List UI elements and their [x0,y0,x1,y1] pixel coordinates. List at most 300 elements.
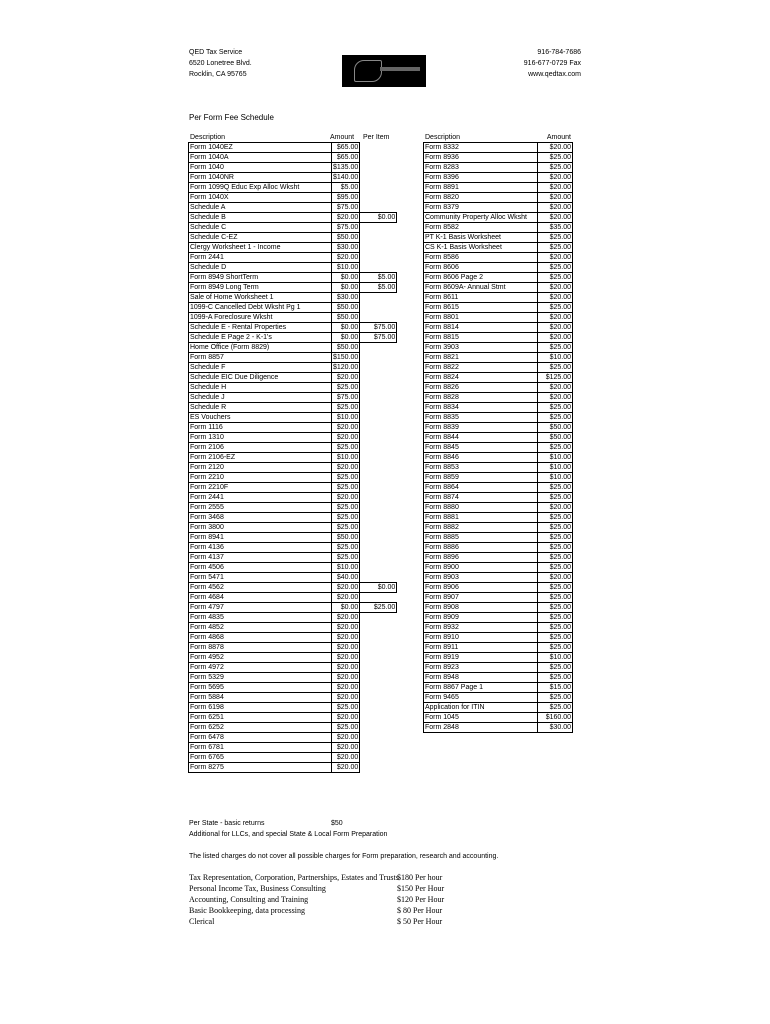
fee-description: Form 1116 [189,423,332,433]
fee-per-item [360,493,397,503]
table-row [424,403,573,413]
table-row [189,373,397,383]
fee-description: Form 8882 [424,523,538,533]
fee-amount: $15.00 [538,683,573,693]
fee-description: Form 4797 [189,603,332,613]
fee-description: Form 4136 [189,543,332,553]
table-row [424,703,573,713]
fee-description: Form 2210 [189,473,332,483]
fee-per-item [360,263,397,273]
table-row [189,553,397,563]
table-row [189,383,397,393]
fee-amount: $25.00 [332,503,360,513]
rate-value: $180 Per hour [397,873,443,882]
table-row [189,433,397,443]
fee-description: Form 8821 [424,353,538,363]
fee-amount: $10.00 [538,473,573,483]
fee-per-item [360,713,397,723]
fee-amount: $135.00 [333,164,359,171]
fax-number: 916-677-0729 Fax [523,60,581,67]
table-row [189,593,397,603]
fee-description: Form 8396 [424,173,538,183]
fee-per-item: $0.00 [360,583,397,593]
fee-per-item [360,573,397,583]
table-row [424,513,573,523]
fee-description: Form 8932 [424,623,538,633]
left-fee-table [188,142,397,773]
table-row [189,663,397,673]
fee-description: Form 8814 [424,323,538,333]
table-row [424,633,573,643]
fee-description: Form 8609A- Annual Stmt [424,283,538,293]
fee-amount: $25.00 [538,563,573,573]
fee-amount: $10.00 [332,413,360,423]
fee-amount: $20.00 [332,673,360,683]
fee-amount: $25.00 [538,693,573,703]
fee-amount: $25.00 [538,543,573,553]
table-row [189,223,397,233]
fee-amount: $50.00 [332,313,360,323]
table-row [424,503,573,513]
fee-description: Form 4852 [189,623,332,633]
fee-per-item [360,293,397,303]
fee-per-item [360,753,397,763]
table-row [189,763,397,773]
fee-description: 1099-A Foreclosure Wksht [189,313,332,323]
fee-per-item [360,483,397,493]
per-state-value: $50 [331,820,343,827]
fee-description: Schedule B [189,213,332,223]
fee-amount: $25.00 [538,483,573,493]
fee-per-item [360,743,397,753]
fee-description: Form 8878 [189,643,332,653]
left-header-amount: Amount [330,134,355,141]
fee-description: PT K-1 Basis Worksheet [424,233,538,243]
fee-description: Form 6251 [189,713,332,723]
table-row [189,463,397,473]
fee-per-item: $5.00 [360,283,397,293]
fee-description: Form 8846 [424,453,538,463]
fee-description: Form 6478 [189,733,332,743]
table-row [189,253,397,263]
fee-description: Form 1040NR [189,173,332,183]
fee-amount: $25.00 [332,513,360,523]
fee-amount: $10.00 [538,463,573,473]
right-header-description: Description [425,134,461,141]
fee-amount: $0.00 [332,603,360,613]
fee-description: Form 8822 [424,363,538,373]
table-row [189,503,397,513]
fee-description: Form 6198 [189,703,332,713]
fee-per-item [360,403,397,413]
fee-amount: $25.00 [332,703,360,713]
fee-per-item [360,533,397,543]
fee-description: Schedule A [189,203,332,213]
table-row [424,273,573,283]
table-row [424,283,573,293]
table-row [189,543,397,553]
fee-amount: $20.00 [332,653,360,663]
fee-description: Form 8839 [424,423,538,433]
fee-amount: $65.00 [332,153,360,163]
fee-amount: $0.00 [332,283,360,293]
fee-description: Form 8379 [424,203,538,213]
table-row [424,143,573,153]
fee-description: Form 8582 [424,223,538,233]
fee-amount: $25.00 [538,613,573,623]
fee-per-item [360,523,397,533]
table-row [424,643,573,653]
fee-amount: $20.00 [332,423,360,433]
table-row [189,243,397,253]
table-row [424,473,573,483]
fee-amount: $75.00 [332,393,360,403]
rate-value: $120 Per Hour [397,895,445,904]
fee-description: Form 8853 [424,463,538,473]
fee-description: Schedule E - Rental Properties [189,323,332,333]
table-row [424,373,573,383]
fee-description: Form 8906 [424,583,538,593]
fee-per-item [360,173,397,183]
table-row [424,293,573,303]
fee-amount: $25.00 [538,443,573,453]
fee-amount: $20.00 [332,213,360,223]
fee-amount: $20.00 [332,613,360,623]
table-row [189,343,397,353]
fee-description: Form 8908 [424,603,538,613]
fee-description: Form 2848 [424,723,538,733]
rate-value: $150 Per Hour [397,884,445,893]
fee-amount: $25.00 [538,583,573,593]
fee-description: Form 5329 [189,673,332,683]
rate-label: Clerical [189,917,215,926]
fee-description: Form 8896 [424,553,538,563]
fee-amount: $0.00 [332,323,360,333]
table-row [424,333,573,343]
fee-description: Community Property Alloc Wksht [424,213,538,223]
fee-description: Sale of Home Worksheet 1 [189,293,332,303]
table-row [189,403,397,413]
fee-per-item [360,763,397,773]
fee-amount: $20.00 [538,193,573,203]
fee-amount: $25.00 [538,273,573,283]
fee-description: Form 8949 Long Term [189,283,332,293]
table-row [424,263,573,273]
fee-amount: $75.00 [332,203,360,213]
fee-description: Form 8881 [424,513,538,523]
fee-amount: $25.00 [538,673,573,683]
table-row [189,283,397,293]
fee-description: Form 8948 [424,673,538,683]
table-row [189,233,397,243]
table-row [189,643,397,653]
fee-amount: $25.00 [538,593,573,603]
table-row [424,613,573,623]
table-row [424,383,573,393]
table-row [424,213,573,223]
fee-description: Form 4972 [189,663,332,673]
fee-description: Form 8801 [424,313,538,323]
fee-per-item: $0.00 [360,213,397,223]
fee-amount: $95.00 [332,193,360,203]
fee-description: Form 8941 [189,533,332,543]
fee-amount: $25.00 [538,603,573,613]
table-row [424,653,573,663]
fee-amount: $25.00 [538,413,573,423]
fee-amount: $20.00 [538,293,573,303]
fee-amount: $20.00 [538,213,573,223]
fee-amount: $25.00 [538,643,573,653]
fee-description: Form 8606 Page 2 [424,273,538,283]
fee-per-item [360,193,397,203]
table-row [189,613,397,623]
fee-per-item [360,163,397,173]
fee-per-item [360,143,397,153]
fee-amount: $120.00 [333,364,359,371]
table-row [424,523,573,533]
fee-description: Form 8864 [424,483,538,493]
fee-amount: $20.00 [332,583,360,593]
fee-amount: $20.00 [332,733,360,743]
table-row [424,423,573,433]
fee-description: Form 8880 [424,503,538,513]
table-row [189,693,397,703]
table-row [189,493,397,503]
table-row [424,453,573,463]
fee-description: Form 8275 [189,763,332,773]
fee-description: Form 2210F [189,483,332,493]
fee-per-item [360,233,397,243]
fee-amount: $50.00 [332,303,360,313]
fee-amount: $50.00 [332,233,360,243]
fee-description: CS K-1 Basis Worksheet [424,243,538,253]
fee-amount: $25.00 [538,233,573,243]
fee-amount: $25.00 [538,663,573,673]
fee-description: Form 8835 [424,413,538,423]
table-row [424,193,573,203]
fee-amount: $30.00 [332,243,360,253]
fee-amount: $25.00 [332,383,360,393]
fee-description: Form 1040EZ [189,143,332,153]
table-row [424,493,573,503]
rate-label: Accounting, Consulting and Training [189,895,309,904]
fee-per-item [360,653,397,663]
fee-amount: $20.00 [538,283,573,293]
fee-description: Form 5695 [189,683,332,693]
fee-per-item [360,613,397,623]
table-row [189,533,397,543]
fee-amount: $50.00 [332,533,360,543]
fee-per-item [360,543,397,553]
table-row [189,263,397,273]
table-row [189,273,397,283]
table-row [189,193,397,203]
table-row [424,173,573,183]
fee-description: Form 8828 [424,393,538,403]
fee-amount: $25.00 [332,443,360,453]
disclaimer: The listed charges do not cover all possible charges for Form preparation, research and accounting. [189,853,499,860]
fee-amount: $10.00 [332,563,360,573]
fee-amount: $25.00 [538,153,573,163]
fee-description: Form 8936 [424,153,538,163]
phone-number: 916-784-7686 [537,49,581,56]
fee-amount: $50.00 [538,423,573,433]
table-row [424,553,573,563]
fee-amount: $30.00 [538,723,573,733]
table-row [189,303,397,313]
fee-amount: $20.00 [538,313,573,323]
fee-description: Form 2555 [189,503,332,513]
table-row [189,703,397,713]
left-header-per-item: Per Item [363,134,390,141]
table-row [424,203,573,213]
fee-description: Form 8859 [424,473,538,483]
fee-description: Form 8903 [424,573,538,583]
fee-description: Schedule C-EZ [189,233,332,243]
fee-description: Form 6252 [189,723,332,733]
table-row [424,433,573,443]
address-line-1: 6520 Lonetree Blvd. [189,60,252,67]
table-row [424,343,573,353]
fee-amount: $25.00 [332,543,360,553]
fee-description: Form 1040A [189,153,332,163]
fee-per-item [360,423,397,433]
fee-description: Form 9465 [424,693,538,703]
table-row [189,323,397,333]
fee-amount: $20.00 [332,743,360,753]
fee-amount: $0.00 [332,273,360,283]
fee-description: Form 8606 [424,263,538,273]
fee-amount: $20.00 [332,493,360,503]
fee-per-item [360,433,397,443]
fee-amount: $10.00 [538,353,573,363]
fee-per-item [360,703,397,713]
fee-amount: $25.00 [538,623,573,633]
fee-description: Form 8820 [424,193,538,203]
rate-label: Personal Income Tax, Business Consulting [189,884,326,893]
fee-description: Schedule F [189,363,332,373]
right-fee-table [423,142,573,733]
fee-amount: $50.00 [538,433,573,443]
fee-amount: $20.00 [332,713,360,723]
fee-amount: $25.00 [332,523,360,533]
fee-description: Schedule H [189,383,332,393]
fee-description: Schedule E Page 2 - K-1's [189,333,332,343]
fee-description: Schedule D [189,263,332,273]
fee-amount: $50.00 [332,343,360,353]
fee-description: Form 8845 [424,443,538,453]
fee-description: Form 8909 [424,613,538,623]
table-row [189,623,397,633]
fee-per-item [360,633,397,643]
table-row [424,393,573,403]
fee-amount: $20.00 [332,433,360,443]
fee-per-item [360,723,397,733]
fee-description: Form 3800 [189,523,332,533]
table-row [189,673,397,683]
table-row [424,713,573,723]
fee-amount: $20.00 [538,173,573,183]
fee-per-item [360,393,397,403]
fee-per-item [360,473,397,483]
fee-per-item [360,303,397,313]
fee-amount: $20.00 [332,643,360,653]
fee-amount: $125.00 [538,373,573,383]
table-row [424,463,573,473]
fee-description: Form 2120 [189,463,332,473]
address-line-2: Rocklin, CA 95765 [189,71,247,78]
fee-description: Form 4684 [189,593,332,603]
fee-description: Schedule EIC Due Diligence [189,373,332,383]
fee-description: Form 8824 [424,373,538,383]
fee-description: Form 8586 [424,253,538,263]
fee-per-item [360,553,397,563]
table-row [424,183,573,193]
table-row [189,513,397,523]
fee-amount: $20.00 [538,253,573,263]
table-row [189,173,397,183]
fee-per-item [360,733,397,743]
fee-amount: $20.00 [332,623,360,633]
rate-value: $ 50 Per Hour [397,917,443,926]
fee-amount: $20.00 [538,203,573,213]
fee-amount: $40.00 [332,573,360,583]
table-row [424,573,573,583]
table-row [424,303,573,313]
fee-description: Form 8949 ShortTerm [189,273,332,283]
table-row [424,233,573,243]
fee-amount: $25.00 [538,303,573,313]
fee-description: Form 3903 [424,343,538,353]
fee-per-item [360,683,397,693]
fee-per-item [360,343,397,353]
table-row [189,583,397,593]
fee-amount: $25.00 [332,483,360,493]
table-row [189,603,397,613]
table-row [424,563,573,573]
fee-per-item [360,413,397,423]
fee-amount: $10.00 [538,653,573,663]
fee-per-item [360,373,397,383]
table-row [424,593,573,603]
fee-per-item [360,313,397,323]
fee-amount: $20.00 [538,503,573,513]
fee-amount: $10.00 [538,453,573,463]
fee-per-item [360,223,397,233]
right-header-amount: Amount [546,134,571,141]
fee-per-item [360,513,397,523]
table-row [424,723,573,733]
fee-description: Form 3468 [189,513,332,523]
website-link[interactable]: www.qedtax.com [528,71,581,78]
fee-amount: $20.00 [332,663,360,673]
fee-description: Form 6765 [189,753,332,763]
fee-amount: $25.00 [538,533,573,543]
fee-per-item: $25.00 [360,603,397,613]
fee-amount: $25.00 [538,553,573,563]
fee-amount: $140.00 [333,174,359,181]
fee-amount: $20.00 [332,693,360,703]
fee-description: Form 8857 [189,353,332,363]
fee-description: ES Vouchers [189,413,332,423]
fee-per-item [360,243,397,253]
fee-description: Home Office (Form 8829) [189,343,332,353]
fee-amount: $150.00 [333,354,359,361]
fee-amount: $25.00 [538,703,573,713]
fee-description: Form 8886 [424,543,538,553]
fee-description: Form 8815 [424,333,538,343]
fee-per-item [360,593,397,603]
